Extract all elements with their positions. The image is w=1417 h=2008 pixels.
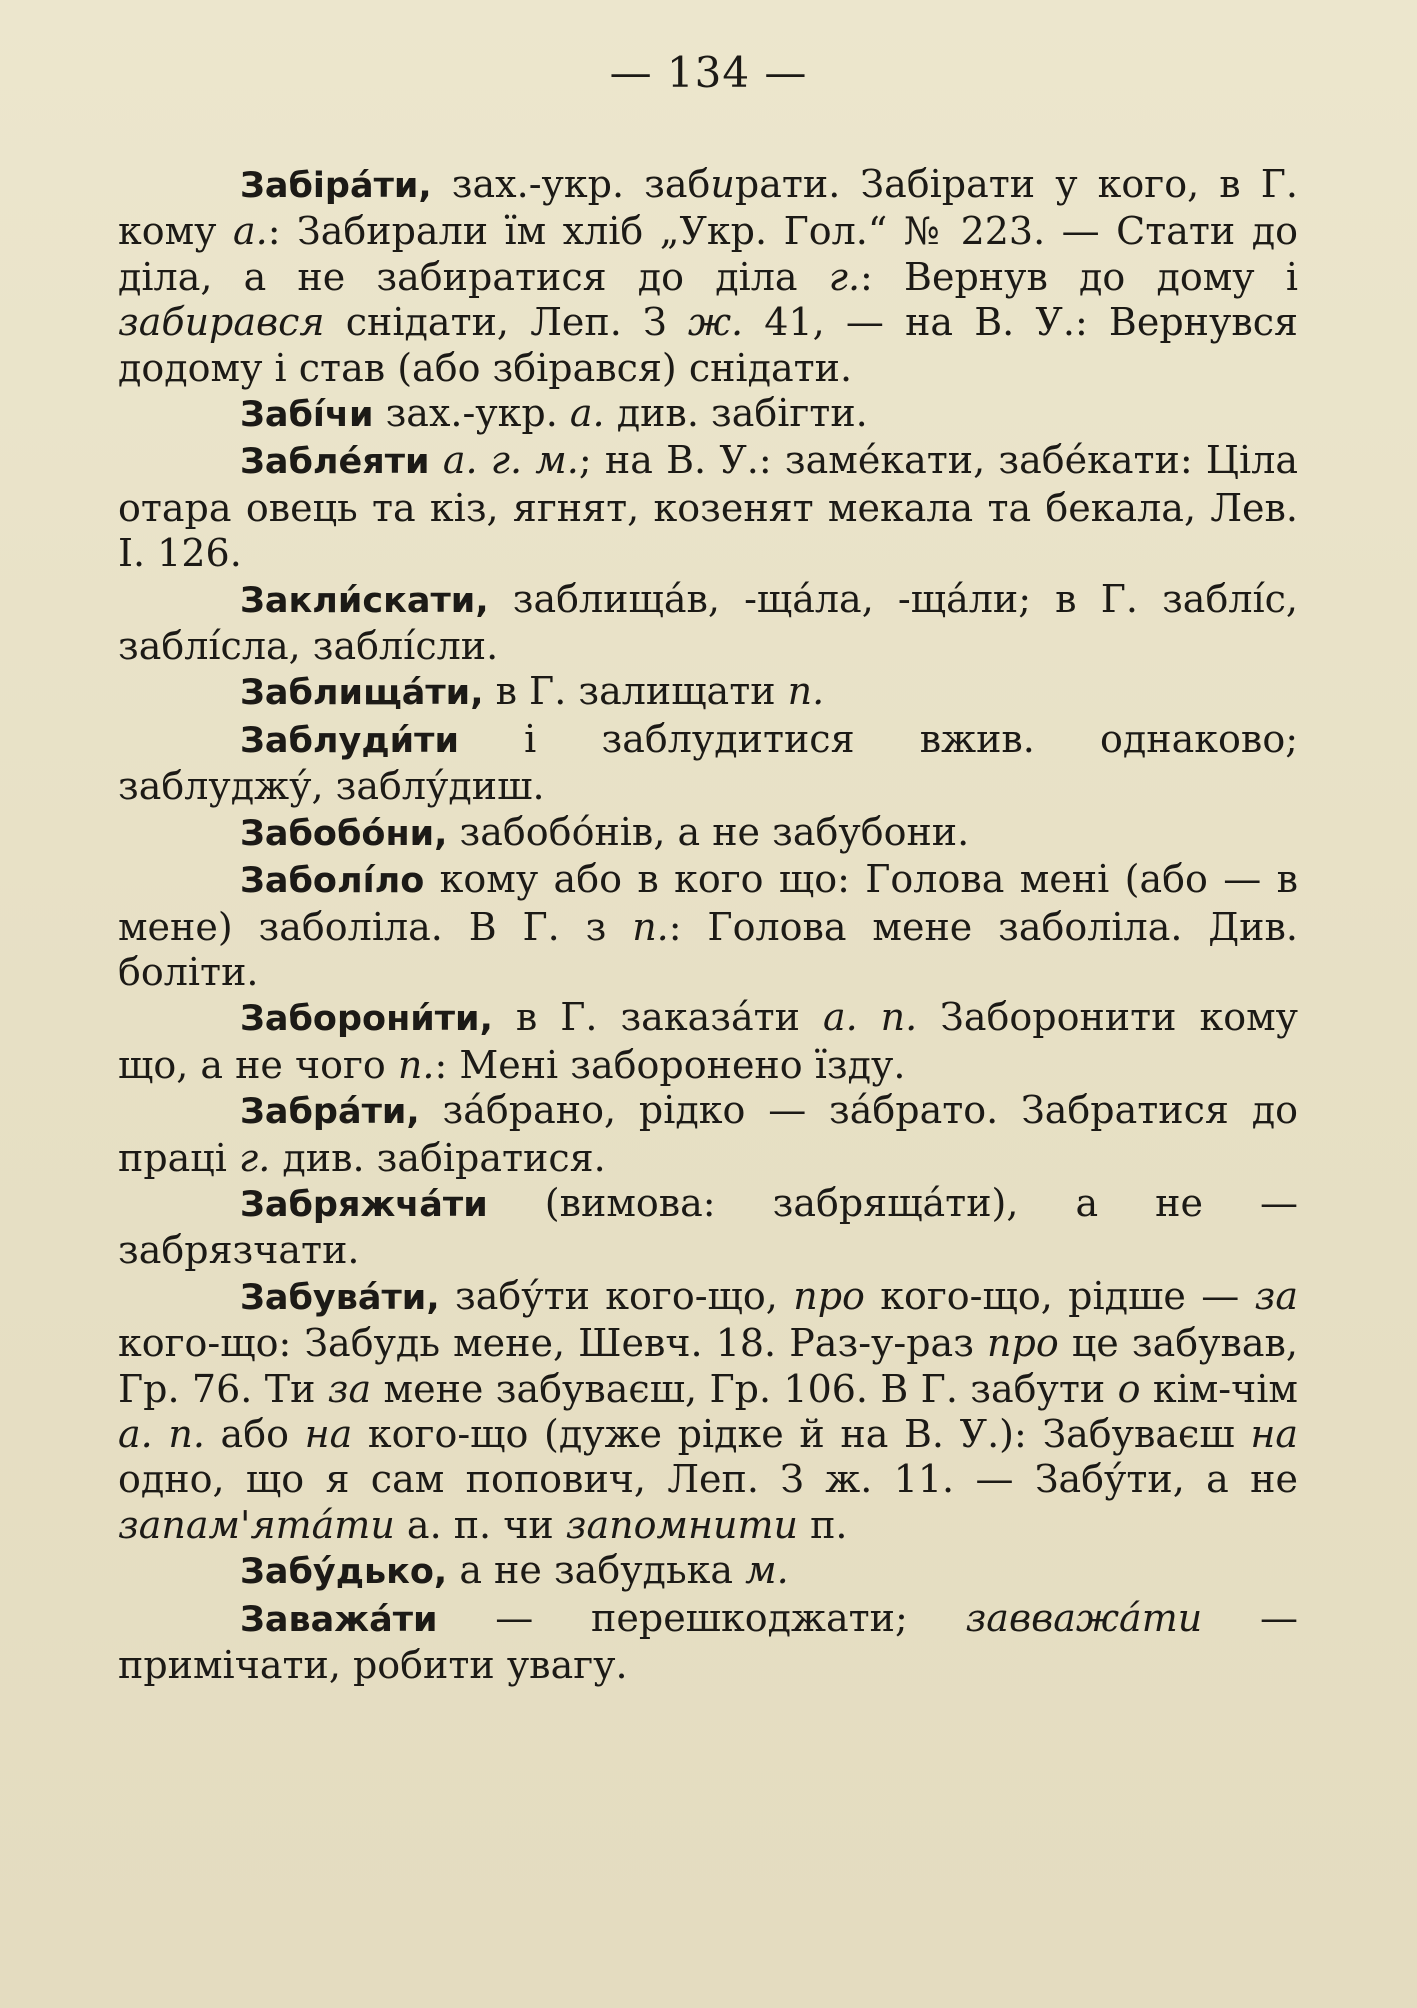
entry-text: а не забудька — [447, 1548, 746, 1593]
entry-headword: Заборони́ти, — [240, 999, 493, 1040]
entry-abbreviation: за — [327, 1366, 372, 1411]
dictionary-entry — [118, 810, 1298, 857]
entry-abbreviation: а. — [233, 209, 268, 254]
entry-text: : Голова мене заболіла. Див. боліти. — [118, 904, 1298, 994]
entry-abbreviation: и — [710, 162, 735, 206]
entry-headword: Забряжча́ти — [240, 1184, 488, 1225]
entry-text: забобо́нів, а не забубони. — [447, 809, 970, 854]
entry-text: в Г. заказа́ти — [492, 995, 823, 1040]
entry-abbreviation: запомнити — [565, 1502, 798, 1547]
entry-headword: Забі́чи — [240, 395, 374, 436]
dictionary-entry — [118, 1088, 1298, 1181]
entry-text: Заборонити кому що, а не чого — [118, 995, 1298, 1087]
entry-headword: Забле́яти — [240, 442, 430, 483]
entry-headword: Заблуди́ти — [240, 720, 459, 761]
entry-text: або — [204, 1411, 305, 1456]
entry-text: — перешкоджати; — [437, 1595, 966, 1640]
entry-text: заблища́в, -ща́ла, -ща́ли; в Г. заблі́с, заблі́сла, заблі́сли. — [118, 576, 1298, 669]
dictionary-entry — [118, 1548, 1298, 1595]
entry-headword: Заболі́ло — [240, 861, 425, 902]
entry-text: кого-що, рідше — — [864, 1273, 1255, 1318]
entry-headword: Заважа́ти — [240, 1599, 438, 1640]
entry-text: : Забирали їм хліб „Укр. Гол.“ № 223. — Стати до діла, а не забиратися до діла — [118, 209, 1298, 299]
entry-abbreviation: а. г. м. — [442, 438, 579, 483]
dictionary-entry — [118, 391, 1298, 438]
entry-text: зах.-укр. — [373, 391, 570, 436]
entry-text: рати. Забірати у кого, в Г. кому — [118, 162, 1299, 254]
entry-text: кому або в кого що: Голова мені (або — в мене) заболіла. В Г. з — [118, 857, 1298, 949]
entry-text: ; на В. У.: заме́кати, забе́кати: Ціла отара овець та кіз, ягнят, козенят мекала та бекала, Лев. І. 126. — [118, 438, 1298, 576]
dictionary-entry — [118, 1274, 1298, 1548]
entry-text: снідати, Леп. З — [324, 300, 688, 345]
entry-abbreviation: а. — [569, 391, 605, 436]
entry-headword: Забобо́ни, — [240, 813, 448, 854]
entry-abbreviation: п. — [397, 1042, 435, 1087]
entry-headword: Забува́ти, — [240, 1277, 440, 1318]
dictionary-entries — [118, 162, 1298, 1688]
dictionary-entry — [118, 995, 1298, 1088]
entry-text: і заблудитися вжив. однаково; заблуджу́, заблу́диш. — [118, 716, 1298, 809]
page-number: — 134 — — [609, 48, 808, 97]
entry-abbreviation: м. — [745, 1548, 789, 1593]
entry-abbreviation: а. п. — [822, 995, 918, 1040]
entry-abbreviation: на — [304, 1411, 353, 1456]
entry-text: 41, — на В. У.: Вернувся додому і став (або збірався) снідати. — [118, 300, 1298, 390]
dictionary-entry — [118, 717, 1298, 810]
entry-abbreviation: о — [1117, 1366, 1141, 1411]
entry-text: : Вернув до дому і — [860, 254, 1298, 299]
entry-text — [430, 438, 443, 482]
entry-abbreviation: запам'ята́ти — [118, 1502, 395, 1547]
dictionary-entry — [118, 162, 1298, 391]
entry-abbreviation: п. — [632, 904, 669, 949]
entry-abbreviation: п. — [787, 669, 825, 714]
entry-text: це забував, Гр. 76. Ти — [118, 1321, 1298, 1411]
entry-text: мене забуваєш, Гр. 106. В Г. забути — [371, 1366, 1118, 1411]
entry-abbreviation: на — [1250, 1411, 1298, 1456]
entry-text: кого-що (дуже рідке й на В. У.): Забуваєш — [352, 1411, 1251, 1456]
entry-headword: Забу́дько, — [240, 1552, 448, 1593]
dictionary-entry — [118, 1181, 1298, 1274]
entry-text: за́брано, рідко — за́брато. Забратися до праці — [118, 1088, 1298, 1180]
entry-abbreviation: завважа́ти — [965, 1595, 1203, 1640]
entry-text: зах.-укр. заб — [431, 162, 711, 206]
entry-headword: Забра́ти, — [240, 1092, 420, 1133]
dictionary-entry — [118, 438, 1298, 576]
entry-text: див. забіратися. — [270, 1135, 606, 1180]
entry-text: забу́ти кого-що, — [439, 1273, 794, 1318]
entry-text: — примічати, робити увагу. — [118, 1595, 1298, 1687]
dictionary-entry — [118, 577, 1298, 670]
entry-text: п. — [798, 1502, 848, 1547]
entry-text: а. п. чи — [394, 1502, 566, 1547]
entry-text: див. забігти. — [604, 391, 868, 436]
entry-text: одно, що я сам попович, Леп. З ж. 11. — Забу́ти, а не — [118, 1457, 1298, 1502]
entry-abbreviation: забирався — [118, 300, 325, 345]
entry-text: в Г. залищати — [483, 669, 788, 714]
dictionary-entry — [118, 1596, 1298, 1689]
entry-headword: Закли́скати, — [240, 580, 489, 621]
dictionary-entry — [118, 857, 1298, 995]
entry-abbreviation: г. — [238, 1135, 271, 1180]
entry-abbreviation: г. — [828, 254, 861, 299]
entry-text: кого-що: Забудь мене, Шевч. 18. Раз-у-раз — [118, 1321, 988, 1366]
entry-abbreviation: про — [793, 1273, 865, 1318]
entry-abbreviation: ж. — [687, 300, 744, 345]
entry-text: : Мені заборонено їзду. — [434, 1042, 906, 1087]
entry-text: кім-чім — [1140, 1366, 1298, 1411]
entry-headword: Заблища́ти, — [240, 673, 484, 714]
entry-headword: Забіра́ти, — [240, 166, 432, 206]
dictionary-entry — [118, 669, 1298, 716]
entry-text: (вимова: забряща́ти), а не — забрязчати. — [118, 1180, 1298, 1273]
entry-abbreviation: про — [987, 1321, 1059, 1366]
entry-abbreviation: за — [1254, 1273, 1298, 1318]
entry-abbreviation: а. п. — [118, 1411, 205, 1456]
